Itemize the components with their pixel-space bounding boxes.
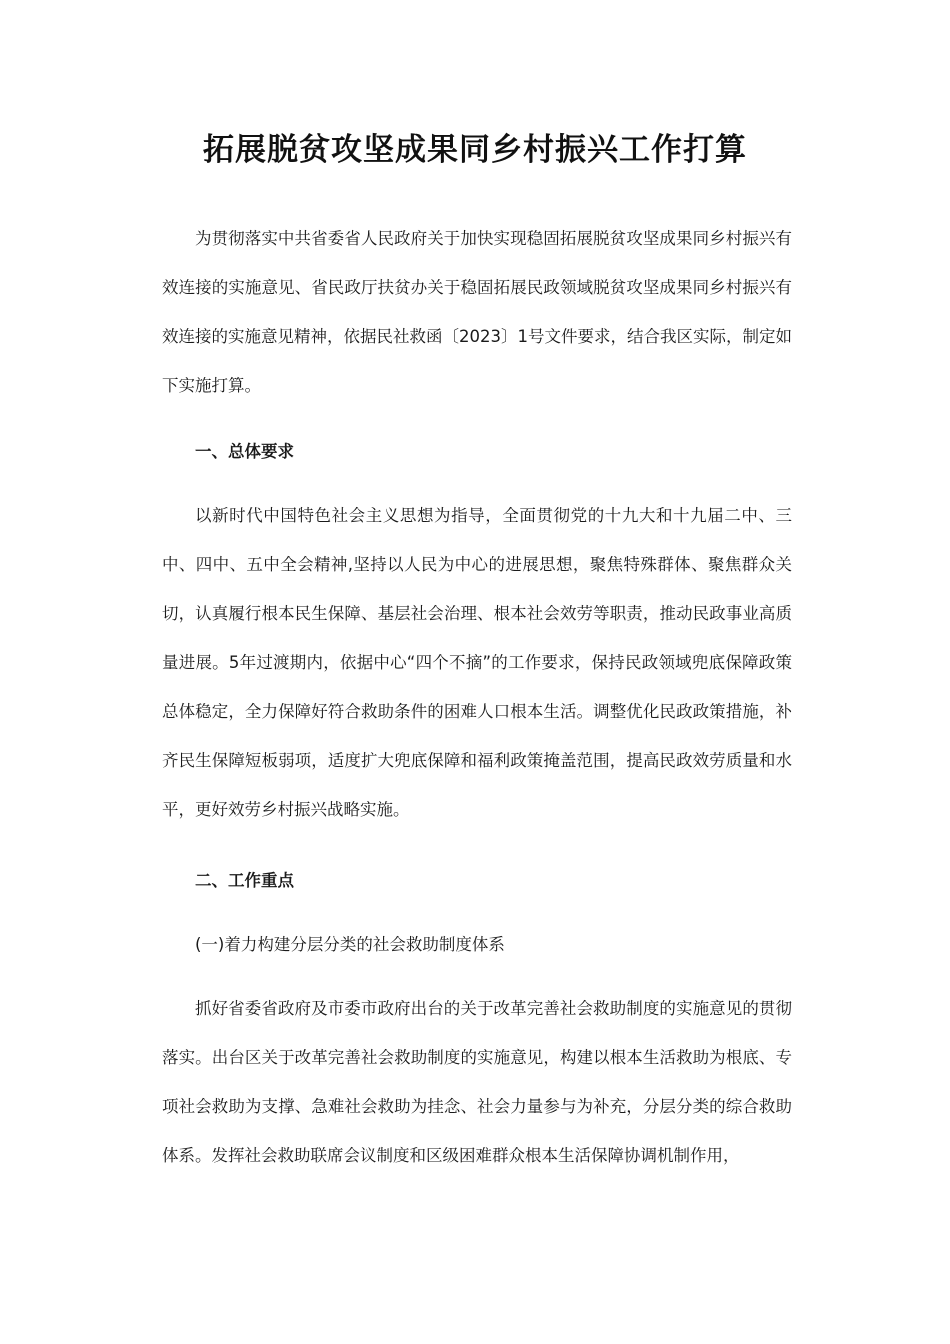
document-title: 拓展脱贫攻坚成果同乡村振兴工作打算 — [203, 132, 747, 168]
subsection-paragraph-social-assistance: 抓好省委省政府及市委市政府出台的关于改革完善社会救助制度的实施意见的贯彻落实。出台区关于改革完善社会救助制度的实施意见，构建以根本生活救助为根底、专项社会救助为支撑、急难社会救助为挂念、社会力量参与为补充，分层分类的综合救助体系。发挥社会救助联席会议制度和区级困难群众根本生活保障协调机制作用， — [162, 999, 792, 1165]
intro-paragraph: 为贯彻落实中共省委省人民政府关于加快实现稳固拓展脱贫攻坚成果同乡村振兴有效连接的实施意见、省民政厅扶贫办关于稳固拓展民政领域脱贫攻坚成果同乡村振兴有效连接的实施意见精神，依据民社救函〔2023〕1号文件要求，结合我区实际，制定如下实施打算。 — [162, 229, 792, 395]
section-paragraph-general-requirements: 以新时代中国特色社会主义思想为指导，全面贯彻党的十九大和十九届二中、三中、四中、五中全会精神,坚持以人民为中心的进展思想，聚焦特殊群体、聚焦群众关切，认真履行根本民生保障、基层社会治理、根本社会效劳等职责，推动民政事业高质量进展。5年过渡期内，依据中心“四个不摘”的工作要求，保持民政领域兜底保障政策总体稳定，全力保障好符合救助条件的困难人口根本生活。调整优化民政政策措施，补齐民生保障短板弱项，适度扩大兜底保障和福利政策掩盖范围，提高民政效劳质量和水平，更好效劳乡村振兴战略实施。 — [162, 506, 792, 819]
subsection-heading-social-assistance: (一)着力构建分层分类的社会救助制度体系 — [195, 935, 505, 954]
section-heading-general-requirements: 一、总体要求 — [195, 442, 294, 461]
section-heading-work-priorities: 二、工作重点 — [195, 871, 294, 890]
